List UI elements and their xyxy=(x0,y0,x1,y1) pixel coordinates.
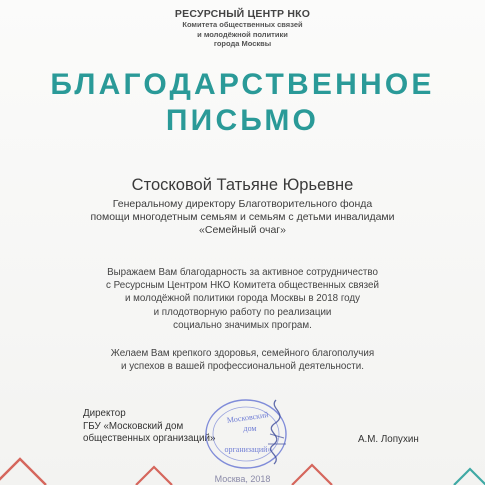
position-line: Генеральному директору Благотворительного фонда xyxy=(112,198,373,210)
stamp-text-top: Московский xyxy=(226,410,270,425)
signatory-line: ГБУ «Московский дом xyxy=(83,420,184,432)
paragraph-line: Выражаем Вам благодарность за активное сотрудничество xyxy=(107,267,378,278)
recipient-position xyxy=(0,198,485,237)
position-line: «Семейный очаг» xyxy=(199,224,286,236)
org-line: Комитета общественных связей xyxy=(182,20,303,29)
org-title: РЕСУРСНЫЙ ЦЕНТР НКО xyxy=(174,8,311,20)
signatory-title xyxy=(83,408,215,446)
signatory-name: А.М. Лопухин xyxy=(358,434,419,445)
signatory-line: Директор xyxy=(83,408,126,419)
paragraph-line: с Ресурсным Центром НКО Комитета общественных связей xyxy=(106,280,379,292)
paragraph-line: и плодотворную работу по реализации xyxy=(153,306,332,318)
org-line: и молодёжной политики xyxy=(197,29,288,39)
city-year: Москва, 2018 xyxy=(214,474,271,484)
stamp-text-bottom: организаций» xyxy=(224,445,272,454)
paragraph-line: социально значимых програм. xyxy=(173,319,312,331)
paragraph-line: и успехов в вашей профессиональной деятельности. xyxy=(121,361,364,373)
document-title-line2: ПИСЬМО xyxy=(165,104,320,137)
position-line: помощи многодетным семьям и семьям с детьми инвалидами xyxy=(90,211,395,223)
gratitude-paragraph xyxy=(0,266,485,332)
wishes-paragraph xyxy=(0,347,485,373)
document-title-line1: БЛАГОДАРСТВЕННОЕ xyxy=(50,68,435,101)
paragraph-line: и молодёжной политики города Москвы в 2018 году xyxy=(124,293,361,305)
issuer-header xyxy=(0,8,485,49)
recipient-name: Стосковой Татьяне Юрьевне xyxy=(131,176,354,194)
org-line: города Москвы xyxy=(213,39,272,48)
paragraph-line: Желаем Вам крепкого здоровья, семейного благополучия xyxy=(110,348,375,359)
stamp-text-mid: дом xyxy=(243,424,257,433)
signatory-line: общественных организаций» xyxy=(83,433,216,444)
